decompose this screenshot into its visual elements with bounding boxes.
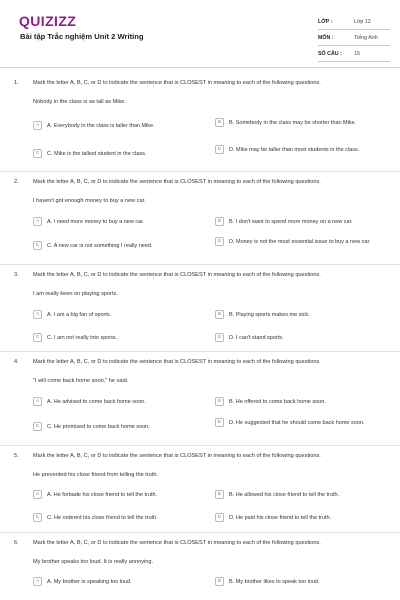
option-d[interactable] — [215, 333, 379, 342]
question-divider — [0, 351, 400, 352]
option-text: B. He offered to come back home soon. — [229, 398, 326, 405]
option-letter-box: B — [215, 118, 224, 127]
option-c[interactable] — [33, 241, 152, 250]
worksheet-meta — [318, 14, 390, 62]
option-b[interactable] — [215, 490, 379, 499]
option-text: B. I don't want to spend more money on a new car. — [229, 218, 353, 225]
question-instruction: Mark the letter A, B, C, or D to indicate the sentence that is CLOSEST in meaning to each of the following questions. — [33, 453, 321, 459]
option-c[interactable] — [33, 333, 117, 342]
meta-row-subject — [318, 30, 390, 46]
question-stem: Nobody in the class is as tall as Mike. — [33, 99, 126, 105]
option-letter-box: B — [215, 217, 224, 226]
option-text: B. Somebody in the class may be shorter than Mike. — [229, 119, 357, 126]
option-b[interactable] — [215, 118, 379, 127]
option-a[interactable] — [33, 121, 155, 130]
option-a[interactable] — [33, 490, 157, 499]
option-letter-box: D — [215, 145, 224, 154]
option-letter-box: D — [215, 513, 224, 522]
meta-value: Lớp 12 — [354, 18, 371, 25]
question-divider — [0, 532, 400, 533]
option-text: D. Money is not the most essential issue to buy a new car. — [229, 238, 371, 245]
option-text: A. Everybody in the class is taller than Mike. — [47, 122, 155, 129]
option-letter-box: A — [33, 310, 42, 319]
option-letter-box: C — [33, 241, 42, 250]
question-divider — [0, 445, 400, 446]
question-stem: He prevented his close friend from telling the truth. — [33, 472, 158, 478]
question-stem: I am really keen on playing sports. — [33, 291, 118, 297]
question-instruction: Mark the letter A, B, C, or D to indicate the sentence that is CLOSEST in meaning to each of the following questions. — [33, 272, 321, 278]
option-d[interactable] — [215, 513, 379, 522]
option-text: C. Mike is the tallest student in the class. — [47, 150, 147, 157]
meta-label: SỐ CÂU : — [318, 50, 342, 57]
question-number: 4. — [14, 359, 19, 365]
option-text: A. He forbade his close friend to tell the truth. — [47, 491, 158, 498]
option-letter-box: B — [215, 490, 224, 499]
option-b[interactable] — [215, 577, 379, 586]
worksheet-header — [0, 0, 400, 68]
option-text: A. I am a big fan of sports. — [47, 311, 112, 318]
option-text: C. I am not really into sports. — [47, 334, 117, 341]
header-divider — [0, 67, 400, 68]
option-b[interactable] — [215, 217, 379, 226]
option-c[interactable] — [33, 149, 146, 158]
option-text: C. He promised to come back home soon. — [47, 423, 150, 430]
question-stem: I haven't got enough money to buy a new car. — [33, 198, 146, 204]
option-text: A. He advised to come back home soon. — [47, 398, 146, 405]
quizizz-logo: QUIZIZZ — [19, 13, 77, 29]
option-b[interactable] — [215, 310, 379, 319]
option-text: A. My brother is speaking too loud. — [47, 578, 132, 585]
option-letter-box: A — [33, 217, 42, 226]
question-stem: "I will come back home soon," he said. — [33, 378, 129, 384]
option-letter-box: D — [215, 333, 224, 342]
question-stem: My brother speaks too loud. It is really annoying. — [33, 559, 154, 565]
question-number: 2. — [14, 179, 19, 185]
question-number: 3. — [14, 272, 19, 278]
option-text: D. Mike may be taller than most students in the class. — [229, 146, 360, 153]
question-instruction: Mark the letter A, B, C, or D to indicate the sentence that is CLOSEST in meaning to each of the following questions. — [33, 80, 321, 86]
option-text: C. He ordered his close friend to tell the truth. — [47, 514, 158, 521]
meta-label: MÔN : — [318, 34, 334, 41]
worksheet-title: Bài tập Trắc nghiệm Unit 2 Writing — [20, 32, 144, 41]
meta-value: 15 — [354, 50, 360, 57]
option-text: B. Playing sports makes me sick. — [229, 311, 310, 318]
option-a[interactable] — [33, 397, 146, 406]
option-letter-box: A — [33, 490, 42, 499]
meta-row-question-count — [318, 46, 390, 62]
option-a[interactable] — [33, 577, 132, 586]
option-c[interactable] — [33, 513, 158, 522]
meta-row-grade — [318, 14, 390, 30]
option-a[interactable] — [33, 310, 111, 319]
question-instruction: Mark the letter A, B, C, or D to indicate the sentence that is CLOSEST in meaning to each of the following questions. — [33, 540, 321, 546]
question-number: 1. — [14, 80, 19, 86]
option-text: B. He allowed his close friend to tell the truth. — [229, 491, 340, 498]
option-d[interactable] — [215, 418, 379, 427]
option-d[interactable] — [215, 237, 379, 246]
option-text: D. He paid his close friend to tell the truth. — [229, 514, 332, 521]
option-text: D. He suggested that he should come back home soon. — [229, 419, 365, 426]
option-c[interactable] — [33, 422, 150, 431]
option-text: C. A new car is not something I really need. — [47, 242, 153, 249]
option-letter-box: C — [33, 513, 42, 522]
question-instruction: Mark the letter A, B, C, or D to indicate the sentence that is CLOSEST in meaning to each of the following questions. — [33, 179, 321, 185]
question-number: 6. — [14, 540, 19, 546]
option-letter-box: B — [215, 397, 224, 406]
option-a[interactable] — [33, 217, 144, 226]
option-letter-box: B — [215, 577, 224, 586]
meta-value: Tiếng Anh — [354, 34, 378, 41]
question-instruction: Mark the letter A, B, C, or D to indicate the sentence that is CLOSEST in meaning to each of the following questions. — [33, 359, 321, 365]
question-divider — [0, 171, 400, 172]
option-letter-box: C — [33, 149, 42, 158]
option-letter-box: C — [33, 422, 42, 431]
option-letter-box: D — [215, 418, 224, 427]
option-text: B. My brother likes to speak too loud. — [229, 578, 320, 585]
option-letter-box: A — [33, 577, 42, 586]
option-letter-box: D — [215, 237, 224, 246]
question-number: 5. — [14, 453, 19, 459]
meta-label: LỚP : — [318, 18, 333, 25]
question-divider — [0, 264, 400, 265]
option-b[interactable] — [215, 397, 379, 406]
option-letter-box: B — [215, 310, 224, 319]
option-d[interactable] — [215, 145, 379, 154]
option-text: A. I need more money to buy a new car. — [47, 218, 145, 225]
option-letter-box: C — [33, 333, 42, 342]
option-text: D. I can't stand sports. — [229, 334, 284, 341]
option-letter-box: A — [33, 121, 42, 130]
option-letter-box: A — [33, 397, 42, 406]
